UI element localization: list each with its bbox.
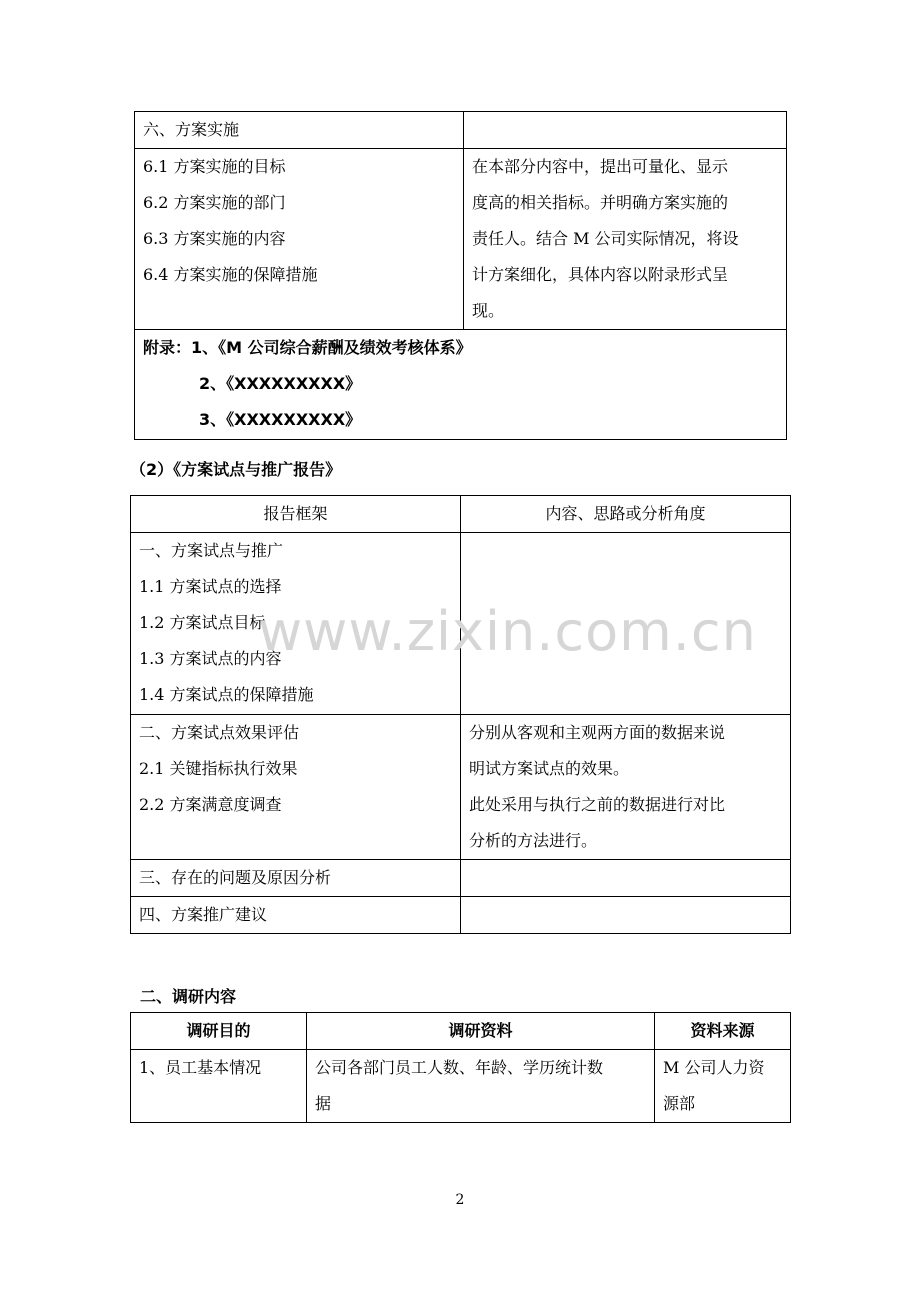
desc-line-1: 在本部分内容中，提出可量化、显示 [472, 157, 729, 176]
evaluation-description [461, 715, 791, 860]
desc-line-3: 责任人。结合 M 公司实际情况，将设 [472, 229, 739, 248]
item-6-1: 6.1 方案实施的目标 [143, 157, 286, 176]
appendix-cell [135, 330, 787, 440]
eval-desc-line: 明试方案试点的效果。 [469, 759, 630, 778]
pilot-report-table [130, 495, 791, 934]
evaluation-item: 2.1 关键指标执行效果 [139, 759, 298, 778]
implementation-items [135, 149, 464, 330]
empty-cell [461, 860, 791, 897]
research-material [307, 1050, 655, 1123]
watermark: www.zixin.com.cn [258, 600, 757, 663]
eval-desc-line: 分别从客观和主观两方面的数据来说 [469, 723, 726, 742]
research-source [655, 1050, 791, 1123]
appendix-item-1: 附录：1、《M 公司综合薪酬及绩效考核体系》 [143, 338, 472, 357]
evaluation-item: 二、方案试点效果评估 [139, 723, 300, 742]
evaluation-item: 2.2 方案满意度调查 [139, 795, 282, 814]
appendix-item-3: 3、《XXXXXXXXX》 [199, 410, 362, 429]
material-line: 公司各部门员工人数、年龄、学历统计数 [315, 1058, 604, 1077]
pilot-item: 1.3 方案试点的内容 [139, 649, 282, 668]
page-number: 2 [455, 1192, 465, 1208]
empty-cell [461, 897, 791, 934]
empty-cell [464, 112, 787, 149]
item-6-4: 6.4 方案实施的保障措施 [143, 265, 318, 284]
appendix-item-2: 2、《XXXXXXXXX》 [199, 374, 362, 393]
pilot-item: 1.1 方案试点的选择 [139, 577, 282, 596]
research-content-heading: 二、调研内容 [140, 987, 237, 1006]
research-purpose: 1、员工基本情况 [131, 1050, 307, 1123]
pilot-item: 1.2 方案试点目标 [139, 613, 266, 632]
eval-desc-line: 此处采用与执行之前的数据进行对比 [469, 795, 726, 814]
research-table [130, 1012, 791, 1123]
pilot-report-heading: （2）《方案试点与推广报告》 [130, 460, 342, 479]
material-line: 据 [315, 1094, 332, 1113]
pilot-item: 一、方案试点与推广 [139, 541, 284, 560]
pilot-section-two [131, 715, 461, 860]
implementation-description [464, 149, 787, 330]
desc-line-2: 度高的相关指标。并明确方案实施的 [472, 193, 729, 212]
header-source: 资料来源 [655, 1013, 791, 1050]
header-framework: 报告框架 [131, 496, 461, 533]
header-content: 内容、思路或分析角度 [461, 496, 791, 533]
section-six-title: 六、方案实施 [135, 112, 464, 149]
eval-desc-line: 分析的方法进行。 [469, 831, 598, 850]
pilot-section-four: 四、方案推广建议 [131, 897, 461, 934]
pilot-section-three: 三、存在的问题及原因分析 [131, 860, 461, 897]
source-line: M 公司人力资 [663, 1058, 765, 1077]
header-purpose: 调研目的 [131, 1013, 307, 1050]
pilot-item: 1.4 方案试点的保障措施 [139, 685, 314, 704]
desc-line-5: 现。 [472, 301, 505, 320]
item-6-3: 6.3 方案实施的内容 [143, 229, 286, 248]
implementation-table [134, 111, 787, 440]
desc-line-4: 计方案细化，具体内容以附录形式呈 [472, 265, 729, 284]
header-material: 调研资料 [307, 1013, 655, 1050]
empty-cell [461, 533, 791, 715]
item-6-2: 6.2 方案实施的部门 [143, 193, 286, 212]
pilot-section-one [131, 533, 461, 715]
source-line: 源部 [663, 1094, 696, 1113]
